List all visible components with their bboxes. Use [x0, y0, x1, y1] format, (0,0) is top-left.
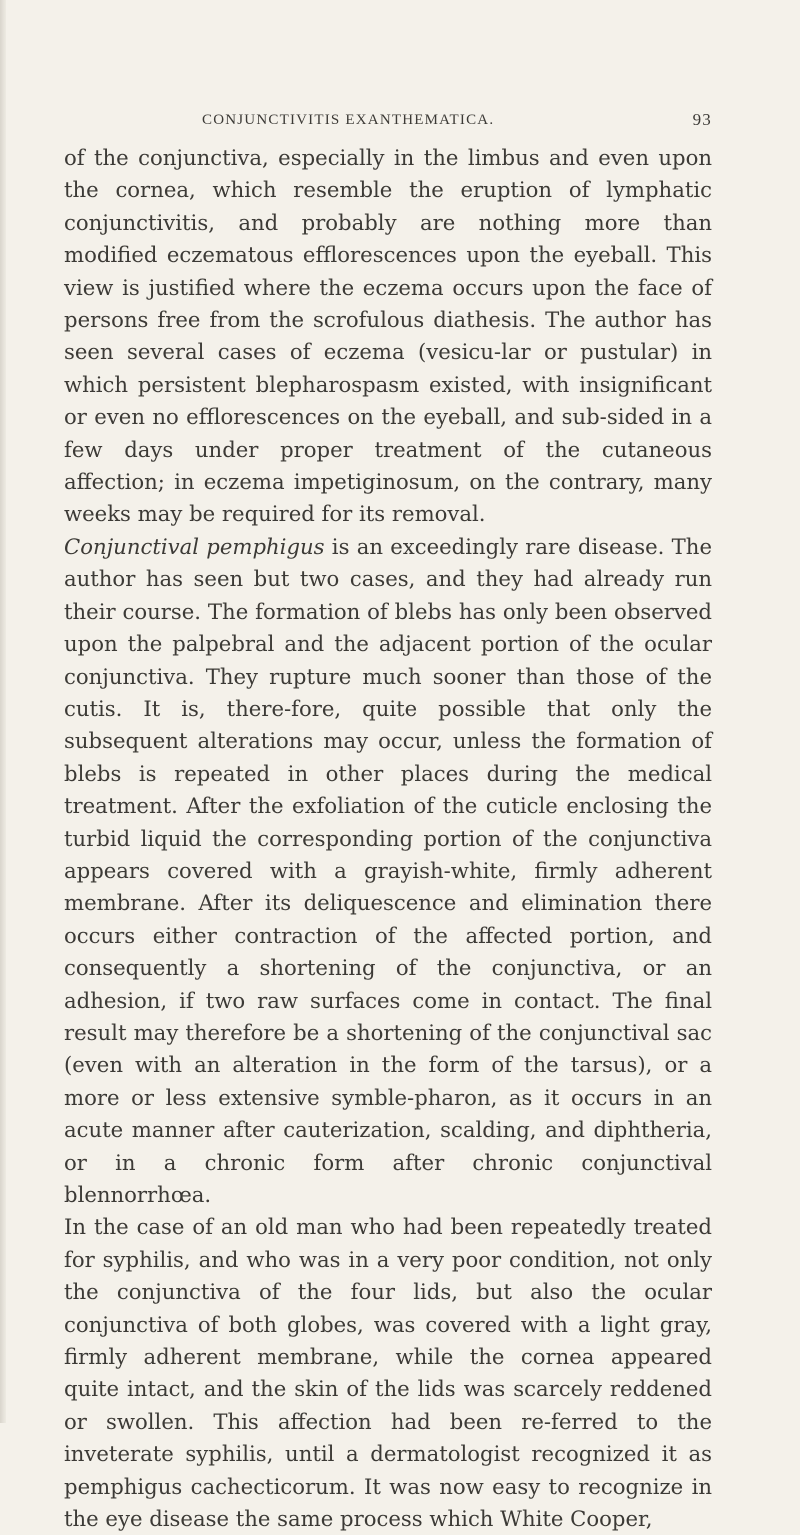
paragraph-text: In the case of an old man who had been repeatedly treated for syphilis, and who was in a very poor condition, not only the conjunctiva of the four lids, but also the ocular conjunctiva of both globes, was covered with a light gray, firmly adherent membrane, while the cornea appeared quite intact, and the skin of the lids was scarcely reddened or swollen. This affection had been re-ferred to the inveterate syphilis, until a dermatologist recognized it as pemphigus cachecticorum. It was now easy to recognize in the eye disease the same process which White Cooper, — [64, 1214, 712, 1532]
page-gutter-shadow — [0, 0, 6, 1423]
italic-term: Conjunctival pemphigus — [64, 533, 325, 559]
paragraph-eczema — [64, 142, 712, 531]
book-page — [64, 112, 712, 1535]
paragraph-text: is an exceedingly rare disease. The author has seen but two cases, and they had already run their course. The formation of blebs has only been observed upon the palpebral and the adjacent portion of the ocular conjunctiva. They rupture much sooner than those of the cutis. It is, there-fore, quite possible that only the subsequent alterations may occur, unless the formation of blebs is repeated in other places during the medical treatment. After the exfoliation of the cuticle enclosing the turbid liquid the corresponding portion of the conjunctiva appears covered with a grayish-white, firmly adherent membrane. After its deliquescence and elimination there occurs either contraction of the affected portion, and consequently a shortening of the conjunctiva, or an adhesion, if two raw surfaces come in contact. The final result may therefore be a shortening of the conjunctival sac (even with an alteration in the form of the tarsus), or a more or less extensive symble-pharon, as it occurs in an acute manner after cauterization, scalding, and diphtheria, or in a chronic form after chronic conjunctival blennorrhœa. — [64, 533, 712, 1207]
page-header — [64, 112, 712, 142]
paragraph-case — [64, 1211, 712, 1535]
body-text — [64, 142, 712, 1535]
paragraph-pemphigus — [64, 531, 712, 1212]
page-number: 93 — [692, 110, 712, 129]
running-head: CONJUNCTIVITIS EXANTHEMATICA. — [202, 112, 495, 128]
paragraph-text: of the conjunctiva, especially in the limbus and even upon the cornea, which resemble the eruption of lymphatic conjunctivitis, and probably are nothing more than modified eczematous efflorescences upon the eyeball. This view is justified where the eczema occurs upon the face of persons free from the scrofulous diathesis. The author has seen several cases of eczema (vesicu-lar or pustular) in which persistent blepharospasm existed, with insignificant or even no efflorescences on the eyeball, and sub-sided in a few days under proper treatment of the cutaneous affection; in eczema impetiginosum, on the contrary, many weeks may be required for its removal. — [64, 145, 712, 527]
